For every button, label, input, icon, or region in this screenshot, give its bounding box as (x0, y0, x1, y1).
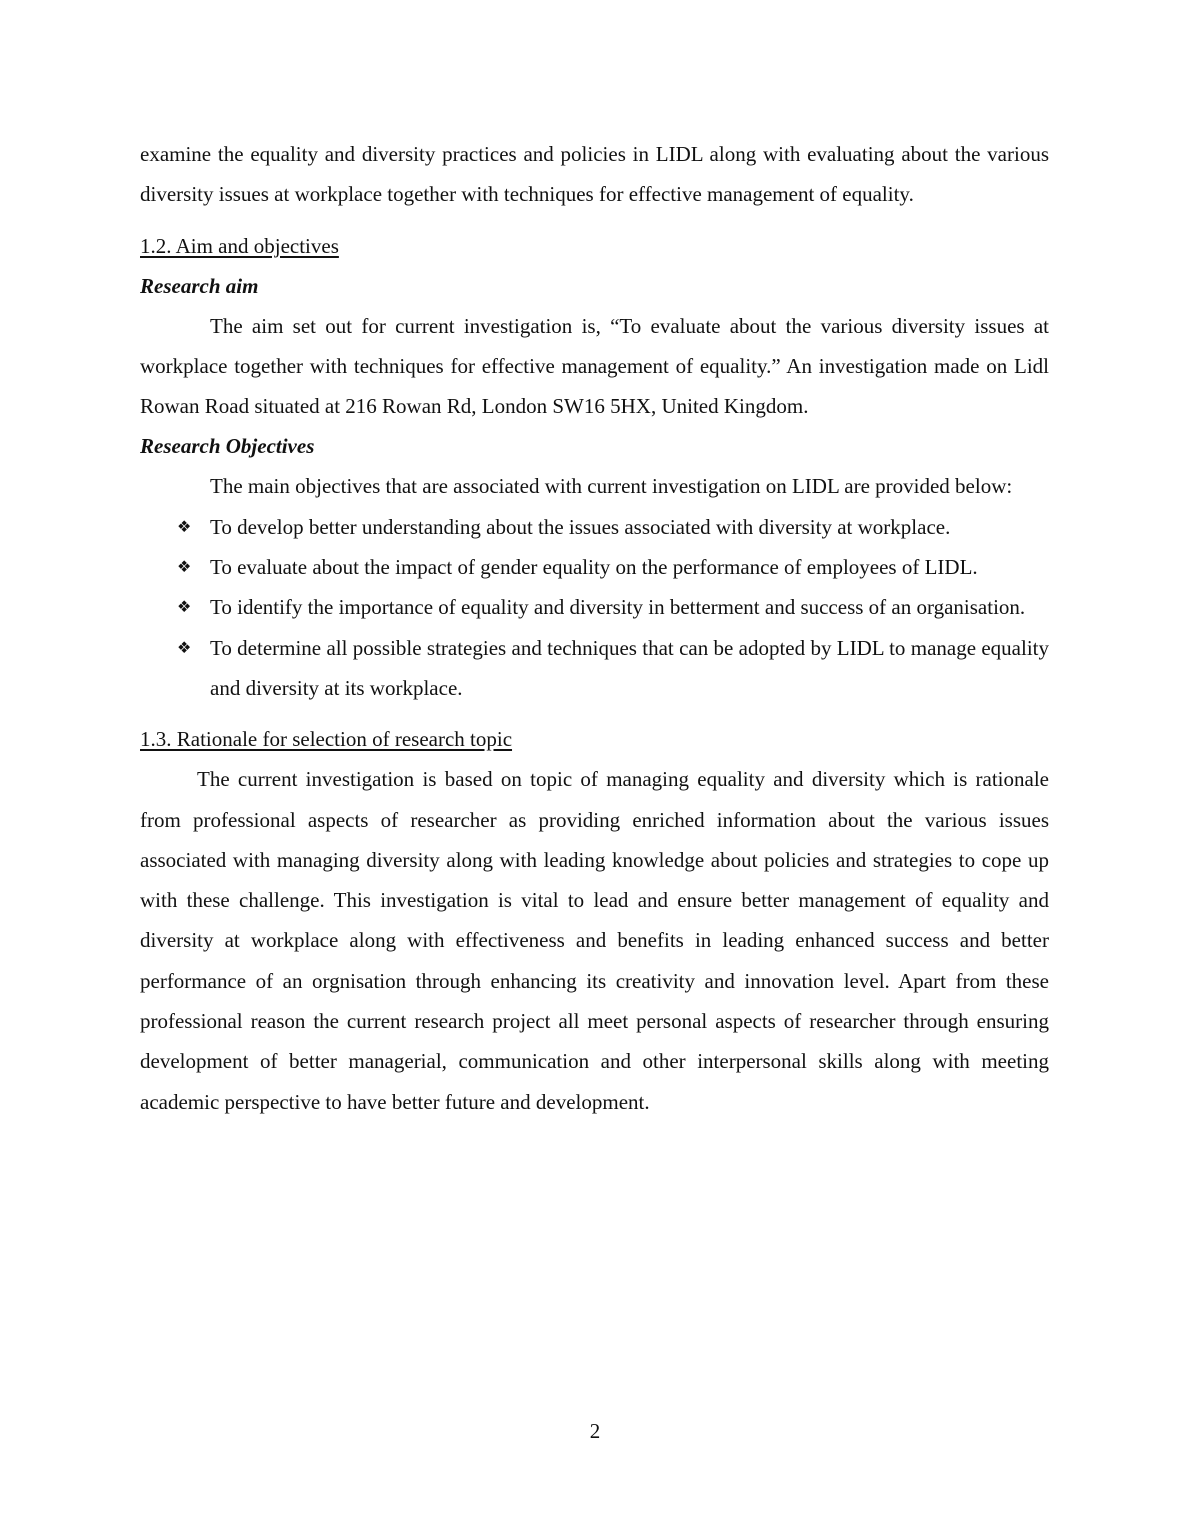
diamond-bullet-icon: ❖ (177, 637, 192, 657)
rationale-section-heading-text: 1.3. Rationale for selection of research topic (140, 727, 513, 752)
objective-item (140, 547, 1049, 587)
diamond-bullet-icon: ❖ (177, 516, 192, 536)
objective-item (140, 587, 1049, 627)
page-number: 2 (589, 1419, 601, 1443)
diamond-bullet-icon: ❖ (177, 557, 192, 577)
research-aim-paragraph: The aim set out for current investigation is, “To evaluate about the various diversity issues at workplace together with techniques for effective management of equality.” An investigation made on Lidl Rowan Road situated at 216 Rowan Rd, London SW16 5HX, United Kingdom. (140, 313, 1049, 419)
objectives-list (140, 507, 1049, 708)
objective-text: To identify the importance of equality and diversity in betterment and success of an organisation. (210, 595, 1026, 620)
objectives-intro-paragraph: The main objectives that are associated with current investigation on LIDL are provided below: (210, 474, 1013, 499)
research-objectives-label: Research Objectives (140, 434, 315, 459)
document-page (140, 134, 1049, 1122)
rationale-section-heading (140, 719, 1049, 759)
objective-item (140, 507, 1049, 547)
intro-paragraph: examine the equality and diversity practices and policies in LIDL along with evaluating about the various diversity issues at workplace together with techniques for effective management of equality. (140, 142, 1049, 207)
objective-text: To determine all possible strategies and techniques that can be adopted by LIDL to manage equality and diversity at its workplace. (210, 635, 1049, 700)
rationale-paragraph: The current investigation is based on topic of managing equality and diversity which is rationale from professional aspects of researcher as providing enriched information about the various issues associated with managing diversity along with leading knowledge about policies and strategies to cope up with these challenge. This investigation is vital to lead and ensure better management of equality and diversity at workplace along with effectiveness and benefits in leading enhanced success and better performance of an orgnisation through enhancing its creativity and innovation level. Apart from these professional reason the current research project all meet personal aspects of researcher through ensuring development of better managerial, communication and other interpersonal skills along with meeting academic perspective to have better future and development. (140, 767, 1049, 1114)
diamond-bullet-icon: ❖ (177, 597, 192, 617)
aim-section-heading (140, 226, 1049, 266)
aim-section-heading-text: 1.2. Aim and objectives (140, 233, 339, 258)
objective-item (140, 628, 1049, 709)
objective-text: To evaluate about the impact of gender equality on the performance of employees of LIDL. (210, 555, 978, 580)
research-aim-label: Research aim (140, 273, 259, 298)
objective-text: To develop better understanding about the issues associated with diversity at workplace. (210, 514, 951, 539)
